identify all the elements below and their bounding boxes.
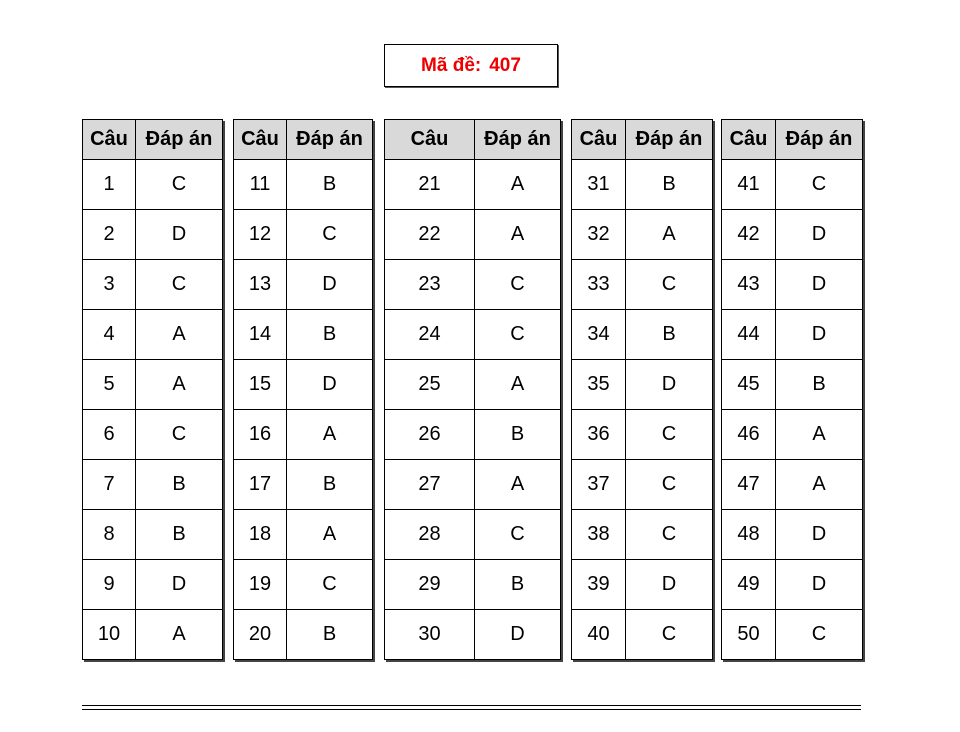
question-number: 6	[83, 410, 136, 460]
question-number: 31	[572, 160, 626, 210]
question-number: 4	[83, 310, 136, 360]
table-row	[83, 560, 223, 610]
question-number: 20	[234, 610, 287, 660]
table-row	[572, 360, 713, 410]
answer-letter: B	[626, 310, 713, 360]
question-number: 7	[83, 460, 136, 510]
question-number: 47	[722, 460, 776, 510]
question-number: 44	[722, 310, 776, 360]
answer-letter: A	[475, 160, 561, 210]
answer-letter: C	[475, 260, 561, 310]
answer-letter: C	[776, 610, 863, 660]
answer-letter: D	[626, 360, 713, 410]
header-answer: Đáp án	[626, 120, 713, 160]
answer-letter: C	[475, 310, 561, 360]
question-number: 19	[234, 560, 287, 610]
table-row	[722, 210, 863, 260]
table-row	[722, 610, 863, 660]
answer-letter: B	[287, 160, 373, 210]
answer-letter: D	[776, 510, 863, 560]
table-row	[722, 410, 863, 460]
question-number: 21	[385, 160, 475, 210]
table-row	[572, 510, 713, 560]
answer-letter: B	[287, 460, 373, 510]
table-row	[385, 510, 561, 560]
header-answer: Đáp án	[475, 120, 561, 160]
table-row	[83, 160, 223, 210]
table-row	[722, 510, 863, 560]
header-question: Câu	[572, 120, 626, 160]
table-row	[83, 460, 223, 510]
question-number: 39	[572, 560, 626, 610]
answer-table-4	[571, 119, 713, 660]
answer-letter: D	[136, 560, 223, 610]
answer-letter: D	[287, 360, 373, 410]
divider-line-bottom	[82, 709, 861, 710]
question-number: 43	[722, 260, 776, 310]
answer-letter: C	[136, 410, 223, 460]
answer-letter: D	[475, 610, 561, 660]
question-number: 30	[385, 610, 475, 660]
answer-letter: B	[287, 310, 373, 360]
table-row	[572, 460, 713, 510]
question-number: 48	[722, 510, 776, 560]
question-number: 2	[83, 210, 136, 260]
table-row	[722, 460, 863, 510]
table-row	[385, 560, 561, 610]
answer-letter: D	[776, 210, 863, 260]
answer-letter: B	[475, 410, 561, 460]
question-number: 38	[572, 510, 626, 560]
answer-table-5	[721, 119, 863, 660]
question-number: 11	[234, 160, 287, 210]
question-number: 5	[83, 360, 136, 410]
table-row	[722, 560, 863, 610]
table-row	[234, 410, 373, 460]
answer-letter: B	[475, 560, 561, 610]
table-row	[385, 610, 561, 660]
table-row	[234, 260, 373, 310]
table-row	[385, 210, 561, 260]
table-row	[83, 260, 223, 310]
question-number: 32	[572, 210, 626, 260]
answer-letter: A	[475, 460, 561, 510]
answer-letter: B	[626, 160, 713, 210]
question-number: 18	[234, 510, 287, 560]
table-row	[385, 410, 561, 460]
header-answer: Đáp án	[287, 120, 373, 160]
table-row	[234, 610, 373, 660]
question-number: 33	[572, 260, 626, 310]
header-question: Câu	[234, 120, 287, 160]
answer-letter: C	[626, 510, 713, 560]
question-number: 17	[234, 460, 287, 510]
question-number: 25	[385, 360, 475, 410]
answer-table-2	[233, 119, 373, 660]
table-row	[83, 360, 223, 410]
answer-letter: C	[287, 560, 373, 610]
answer-letter: B	[136, 460, 223, 510]
table-row	[572, 410, 713, 460]
answer-letter: D	[136, 210, 223, 260]
answer-letter: B	[287, 610, 373, 660]
question-number: 14	[234, 310, 287, 360]
answer-letter: A	[776, 460, 863, 510]
answer-table-3	[384, 119, 561, 660]
answer-table-1	[82, 119, 223, 660]
question-number: 50	[722, 610, 776, 660]
header-answer: Đáp án	[136, 120, 223, 160]
answer-letter: D	[287, 260, 373, 310]
answer-letter: D	[776, 560, 863, 610]
header-question: Câu	[722, 120, 776, 160]
answer-letter: C	[626, 460, 713, 510]
answer-letter: D	[776, 310, 863, 360]
question-number: 13	[234, 260, 287, 310]
question-number: 37	[572, 460, 626, 510]
answer-letter: C	[626, 610, 713, 660]
question-number: 35	[572, 360, 626, 410]
question-number: 8	[83, 510, 136, 560]
question-number: 36	[572, 410, 626, 460]
answer-letter: B	[776, 360, 863, 410]
table-row	[572, 560, 713, 610]
question-number: 9	[83, 560, 136, 610]
exam-code-box	[384, 44, 558, 87]
answer-letter: C	[136, 260, 223, 310]
answer-letter: D	[626, 560, 713, 610]
table-row	[722, 160, 863, 210]
table-row	[385, 360, 561, 410]
answer-letter: C	[287, 210, 373, 260]
answer-letter: C	[475, 510, 561, 560]
question-number: 28	[385, 510, 475, 560]
header-answer: Đáp án	[776, 120, 863, 160]
answer-letter: D	[776, 260, 863, 310]
answer-letter: C	[626, 260, 713, 310]
answer-letter: C	[136, 160, 223, 210]
table-row	[83, 510, 223, 560]
question-number: 49	[722, 560, 776, 610]
table-row	[572, 610, 713, 660]
answer-letter: A	[626, 210, 713, 260]
question-number: 10	[83, 610, 136, 660]
table-row	[83, 410, 223, 460]
answer-letter: A	[776, 410, 863, 460]
table-row	[572, 210, 713, 260]
exam-code-label: Mã đề:	[421, 54, 482, 76]
question-number: 1	[83, 160, 136, 210]
question-number: 26	[385, 410, 475, 460]
question-number: 41	[722, 160, 776, 210]
question-number: 27	[385, 460, 475, 510]
table-row	[234, 510, 373, 560]
question-number: 24	[385, 310, 475, 360]
answer-letter: A	[287, 410, 373, 460]
question-number: 40	[572, 610, 626, 660]
header-question: Câu	[385, 120, 475, 160]
question-number: 29	[385, 560, 475, 610]
question-number: 42	[722, 210, 776, 260]
question-number: 45	[722, 360, 776, 410]
table-row	[572, 310, 713, 360]
table-row	[722, 260, 863, 310]
question-number: 34	[572, 310, 626, 360]
answer-letter: C	[776, 160, 863, 210]
table-row	[722, 360, 863, 410]
exam-code-value: 407	[489, 54, 521, 76]
table-row	[83, 310, 223, 360]
table-row	[385, 460, 561, 510]
question-number: 22	[385, 210, 475, 260]
question-number: 3	[83, 260, 136, 310]
answer-letter: C	[626, 410, 713, 460]
table-row	[234, 560, 373, 610]
question-number: 12	[234, 210, 287, 260]
question-number: 16	[234, 410, 287, 460]
answer-letter: A	[287, 510, 373, 560]
table-row	[572, 260, 713, 310]
answer-letter: A	[475, 210, 561, 260]
answer-letter: A	[136, 610, 223, 660]
table-row	[385, 260, 561, 310]
table-row	[234, 360, 373, 410]
table-row	[83, 210, 223, 260]
question-number: 23	[385, 260, 475, 310]
answer-letter: A	[136, 310, 223, 360]
answer-letter: B	[136, 510, 223, 560]
table-row	[234, 310, 373, 360]
table-row	[572, 160, 713, 210]
table-row	[234, 160, 373, 210]
table-row	[385, 160, 561, 210]
divider-line-top	[82, 705, 861, 706]
answer-letter: A	[136, 360, 223, 410]
table-row	[83, 610, 223, 660]
table-row	[722, 310, 863, 360]
table-row	[385, 310, 561, 360]
table-row	[234, 460, 373, 510]
question-number: 15	[234, 360, 287, 410]
answer-letter: A	[475, 360, 561, 410]
question-number: 46	[722, 410, 776, 460]
header-question: Câu	[83, 120, 136, 160]
table-row	[234, 210, 373, 260]
